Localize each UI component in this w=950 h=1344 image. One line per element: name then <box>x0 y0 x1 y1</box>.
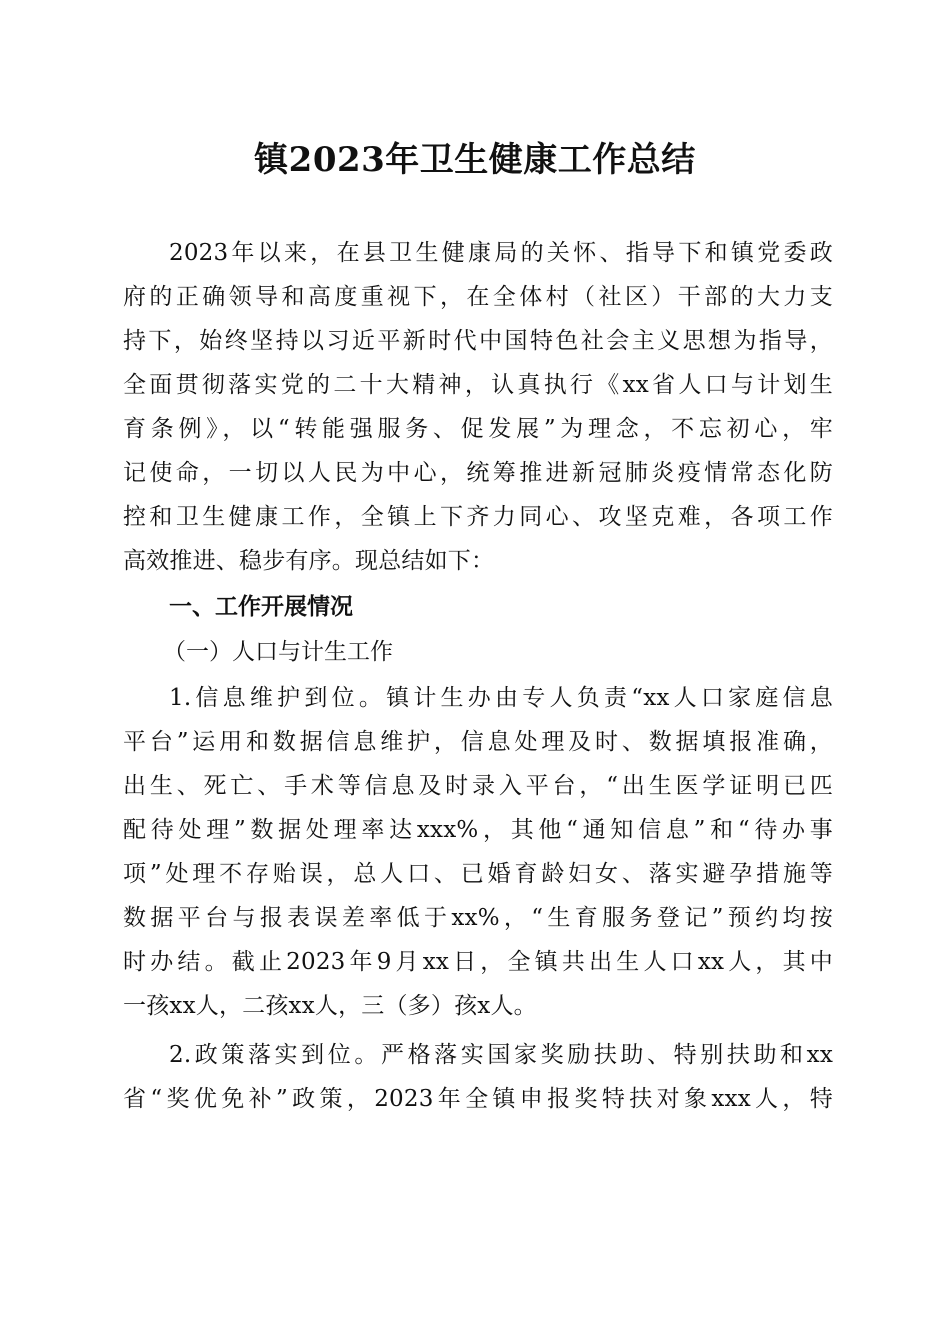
section-heading: 一、工作开展情况 <box>169 594 353 620</box>
item1-line: 一孩xx人，二孩xx人，三（多）孩x人。 <box>123 993 537 1019</box>
item1-line: 出生、死亡、手术等信息及时录入平台，“出生医学证明已匹 <box>123 773 833 799</box>
item1-line: 平台”运用和数据信息维护，信息处理及时、数据填报准确， <box>123 729 833 755</box>
intro-line: 全面贯彻落实党的二十大精神，认真执行《xx省人口与计划生 <box>123 372 833 398</box>
intro-line: 府的正确领导和高度重视下，在全体村（社区）干部的大力支 <box>123 284 833 310</box>
intro-line: 持下，始终坚持以习近平新时代中国特色社会主义思想为指导， <box>123 328 833 354</box>
intro-line: 记使命，一切以人民为中心，统筹推进新冠肺炎疫情常态化防 <box>123 460 833 486</box>
item2-line: 省“奖优免补”政策，2023年全镇申报奖特扶对象xxx人，特 <box>123 1086 833 1112</box>
item1-line: 1.信息维护到位。镇计生办由专人负责“xx人口家庭信息 <box>169 685 833 711</box>
item1-line: 配待处理”数据处理率达xxx%，其他“通知信息”和“待办事 <box>123 817 833 843</box>
document-title: 镇2023年卫生健康工作总结 <box>254 140 696 180</box>
subsection-heading: （一）人口与计生工作 <box>163 639 393 665</box>
item1-line: 项”处理不存贻误，总人口、已婚育龄妇女、落实避孕措施等 <box>123 861 833 887</box>
intro-line: 高效推进、稳步有序。现总结如下： <box>123 548 495 574</box>
intro-line: 育条例》，以“转能强服务、促发展”为理念，不忘初心，牢 <box>123 416 833 442</box>
item1-line: 时办结。截止2023年9月xx日，全镇共出生人口xx人，其中 <box>123 949 833 975</box>
item1-line: 数据平台与报表误差率低于xx%，“生育服务登记”预约均按 <box>123 905 833 931</box>
intro-line: 控和卫生健康工作，全镇上下齐力同心、攻坚克难，各项工作 <box>123 504 833 530</box>
intro-line: 2023年以来，在县卫生健康局的关怀、指导下和镇党委政 <box>169 240 833 266</box>
item2-line: 2.政策落实到位。严格落实国家奖励扶助、特别扶助和xx <box>169 1042 833 1068</box>
